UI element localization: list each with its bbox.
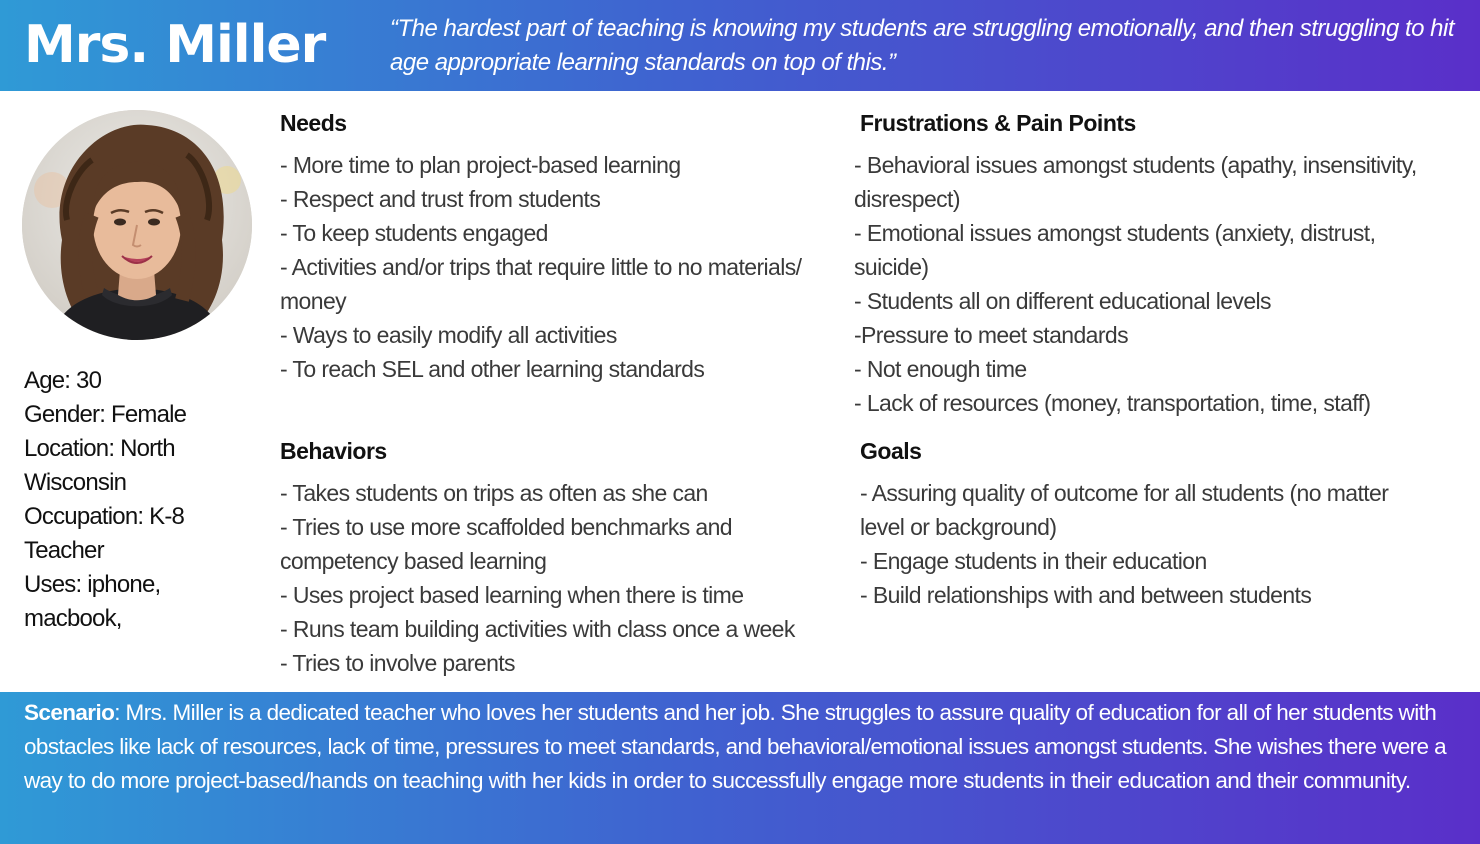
location-label-cont: Wisconsin — [24, 469, 127, 496]
needs-list — [280, 148, 840, 386]
list-item: - Runs team building activities with class once a week — [280, 616, 795, 642]
list-item: - Emotional issues amongst students (anxiety, distrust, — [854, 220, 1376, 246]
list-item: - Takes students on trips as often as she can — [280, 480, 708, 506]
header-banner — [0, 0, 1480, 91]
list-item: competency based learning — [280, 548, 547, 574]
list-item: - Not enough time — [854, 356, 1027, 382]
list-item: - Ways to easily modify all activities — [280, 322, 617, 348]
behaviors-section — [280, 436, 840, 680]
needs-title: Needs — [280, 110, 347, 136]
occupation-label: Occupation: K-8 — [24, 503, 185, 530]
persona-name: Mrs. Miller — [24, 15, 326, 75]
avatar — [22, 110, 252, 340]
list-item: - More time to plan project-based learning — [280, 152, 681, 178]
goals-list — [860, 476, 1464, 612]
list-item: - Respect and trust from students — [280, 186, 601, 212]
frustrations-list — [854, 148, 1464, 420]
list-item: - Lack of resources (money, transportation, time, staff) — [854, 390, 1371, 416]
scenario-text-block — [24, 696, 1464, 798]
list-item: - Students all on different educational levels — [854, 288, 1271, 314]
occupation-label-cont: Teacher — [24, 537, 104, 564]
list-item: - Build relationships with and between students — [860, 582, 1312, 608]
frustrations-section — [854, 108, 1464, 420]
person-portrait-icon — [22, 110, 252, 340]
needs-section — [280, 108, 840, 386]
list-item: suicide) — [854, 254, 929, 280]
list-item: - To reach SEL and other learning standards — [280, 356, 705, 382]
persona-quote: “The hardest part of teaching is knowing my students are struggling emotionally, and then struggling to hit age appropriate learning standards on top of this.” — [390, 15, 1455, 76]
list-item: - Activities and/or trips that require little to no materials/ — [280, 254, 802, 280]
location-label: Location: North — [24, 435, 175, 462]
list-item: - Engage students in their education — [860, 548, 1207, 574]
list-item: - Tries to involve parents — [280, 650, 515, 676]
goals-title: Goals — [860, 438, 922, 464]
frustrations-title: Frustrations & Pain Points — [860, 110, 1136, 136]
uses-label: Uses: iphone, — [24, 571, 161, 598]
list-item: -Pressure to meet standards — [854, 322, 1128, 348]
behaviors-list — [280, 476, 840, 680]
list-item: disrespect) — [854, 186, 960, 212]
gender-label: Gender: Female — [24, 401, 187, 428]
list-item: level or background) — [860, 514, 1057, 540]
list-item: - Uses project based learning when there is time — [280, 582, 744, 608]
list-item: - To keep students engaged — [280, 220, 548, 246]
list-item: - Behavioral issues amongst students (apathy, insensitivity, — [854, 152, 1417, 178]
behaviors-title: Behaviors — [280, 438, 387, 464]
list-item: money — [280, 288, 347, 314]
goals-section — [860, 436, 1464, 612]
uses-label-cont: macbook, — [24, 605, 122, 632]
scenario-text: : Mrs. Miller is a dedicated teacher who loves her students and her job. She struggles to assure quality of education for all of her students with obstacles like lack of resources, lack of time, pressures to meet standards, and behavioral/emotional issues amongst students. She wishes there were a way to do more project-based/hands on teaching with her kids in order to successfully engage more students in their education and their community. — [24, 700, 1447, 793]
scenario-label: Scenario — [24, 700, 115, 725]
persona-demographics — [24, 364, 224, 636]
list-item: - Tries to use more scaffolded benchmarks and — [280, 514, 732, 540]
list-item: - Assuring quality of outcome for all students (no matter — [860, 480, 1389, 506]
age-label: Age: 30 — [24, 367, 102, 394]
scenario-banner — [0, 692, 1480, 844]
